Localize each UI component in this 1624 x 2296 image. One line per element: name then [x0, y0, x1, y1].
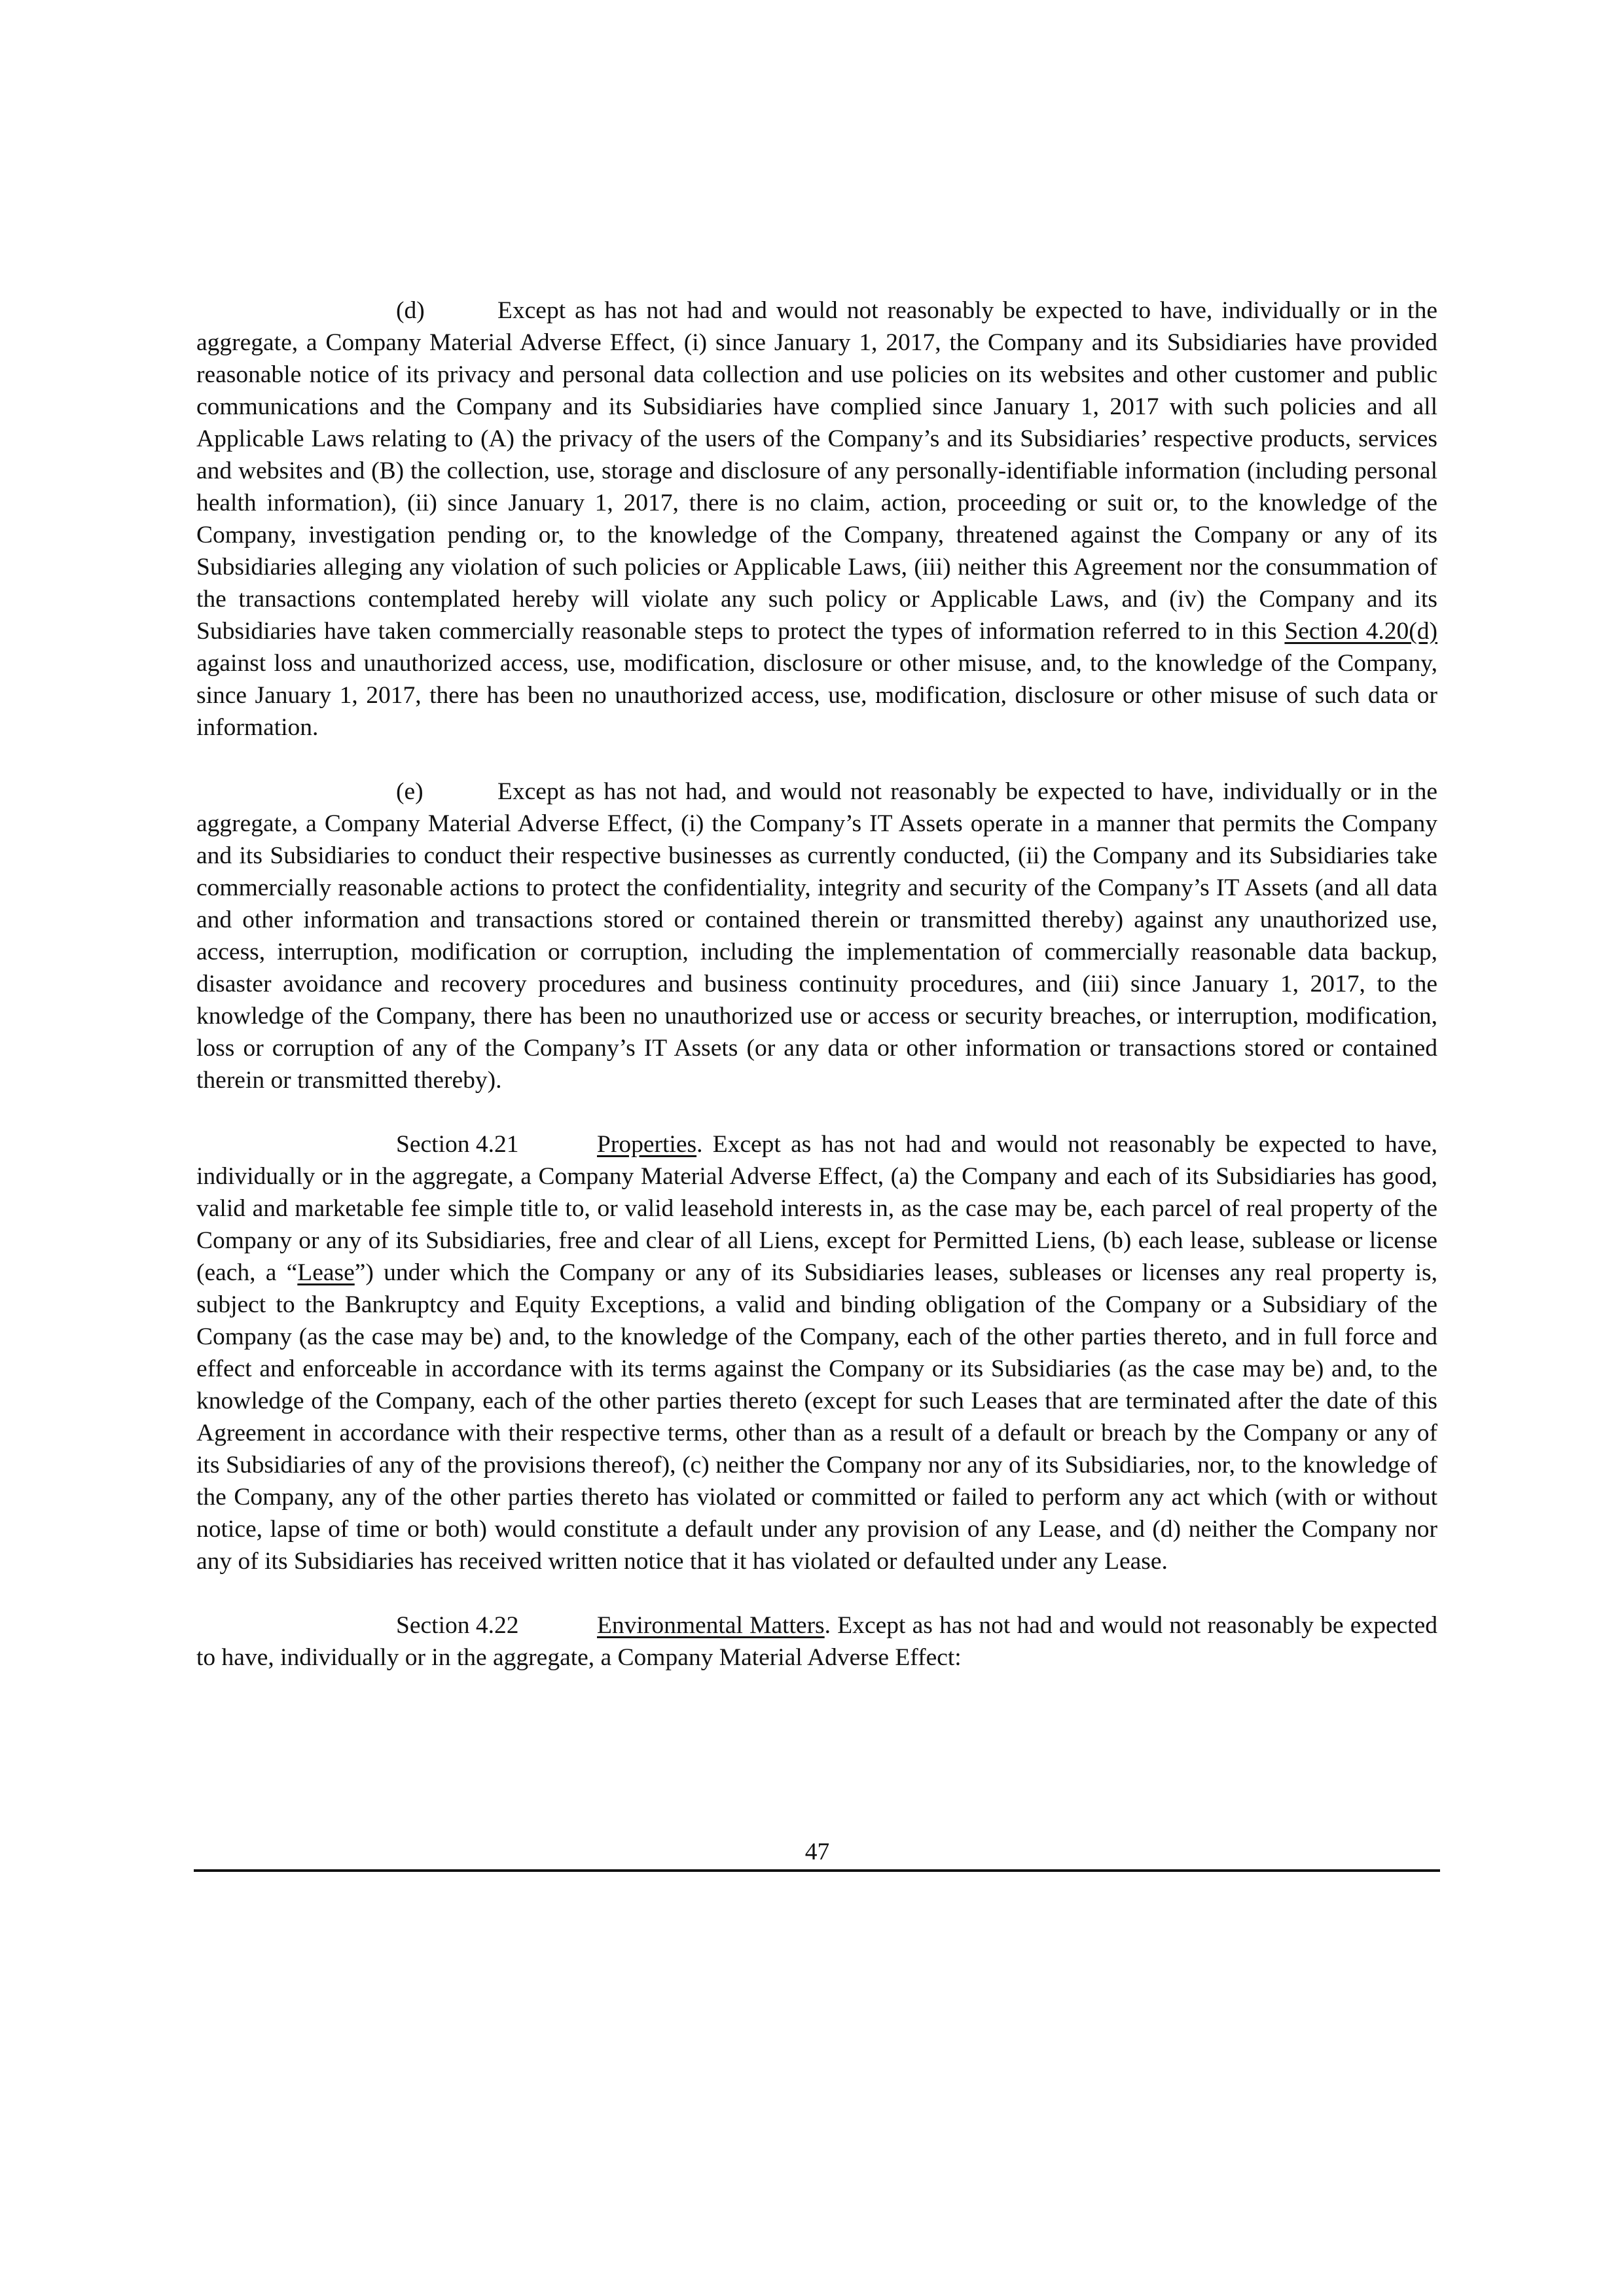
- paragraph-4-20-e: [196, 776, 1437, 1096]
- footer-divider: [194, 1869, 1440, 1872]
- paragraph-text-continued: against loss and unauthorized access, use, modification, disclosure or other misuse, and, to the knowledge of the Company, since January 1, 2017, there has been no unauthorized access, use, modification, disclosure or other misuse of such data or information.: [196, 650, 1437, 741]
- paragraph-4-20-d: [196, 295, 1437, 744]
- paragraph-marker: (e): [396, 778, 424, 805]
- page-number: 47: [804, 1839, 830, 1865]
- section-heading: Environmental Matters: [597, 1612, 825, 1639]
- section-text: . Except as has not had and would not reasonably be expected to have, individually or in the aggregate, a Company Material Adverse Effect, (a) the Company and each of its Subsidiaries has good, valid and marketable fee simple title to, or valid leasehold interests in, as the case may be, each parcel of real property of the Company or any of its Subsidiaries, free and clear of all Liens, except for Permitted Liens, (b) each lease, sublease or license (each, a “: [196, 1131, 1437, 1286]
- paragraph-text: Except as has not had and would not reasonably be expected to have, individually or in the aggregate, a Company Material Adverse Effect, (i) since January 1, 2017, the Company and its Subsidiaries have provided reasonable notice of its privacy and personal data collection and use policies on its websites and other customer and public communications and the Company and its Subsidiaries have complied since January 1, 2017 with such policies and all Applicable Laws relating to (A) the privacy of the users of the Company’s and its Subsidiaries’ respective products, services and websites and (B) the collection, use, storage and disclosure of any personally-identifiable information (including personal health information), (ii) since January 1, 2017, there is no claim, action, proceeding or suit or, to the knowledge of the Company, investigation pending or, to the knowledge of the Company, threatened against the Company or any of its Subsidiaries alleging any violation of such policies or Applicable Laws, (iii) neither this Agreement nor the consummation of the transactions contemplated hereby will violate any such policy or Applicable Laws, and (iv) the Company and its Subsidiaries have taken commercially reasonable steps to protect the types of information referred to in this: [196, 297, 1437, 645]
- section-text-continued: ”) under which the Company or any of its Subsidiaries leases, subleases or licenses any real property is, subject to the Bankruptcy and Equity Exceptions, a valid and binding obligation of the Company or a Subsidiary of the Company (as the case may be) and, to the knowledge of the Company, each of the other parties thereto, and in full force and effect and enforceable in accordance with its terms against the Company or its Subsidiaries (as the case may be) and, to the knowledge of the Company, each of the other parties thereto (except for such Leases that are terminated after the date of this Agreement in accordance with their respective terms, other than as a result of a default or breach by the Company or any of its Subsidiaries of any of the provisions thereof), (c) neither the Company nor any of its Subsidiaries, nor, to the knowledge of the Company, any of the other parties thereto has violated or committed or failed to perform any act which (with or without notice, lapse of time or both) would constitute a default under any provision of any Lease, and (d) neither the Company nor any of its Subsidiaries has received written notice that it has violated or defaulted under any Lease.: [196, 1259, 1437, 1575]
- section-text: . Except as has not had and would not reasonably be expected to have, individually or in the aggregate, a Company Material Adverse Effect:: [196, 1612, 1437, 1671]
- section-reference: Section 4.20(d): [1284, 618, 1437, 645]
- section-number: Section 4.21: [396, 1131, 519, 1158]
- paragraph-marker: (d): [396, 297, 425, 324]
- section-number: Section 4.22: [396, 1612, 519, 1639]
- document-page: [196, 295, 1437, 1706]
- section-4-22-environmental-matters: [196, 1609, 1437, 1674]
- defined-term: Lease: [297, 1259, 355, 1286]
- section-heading: Properties: [597, 1131, 697, 1158]
- section-4-21-properties: [196, 1128, 1437, 1577]
- paragraph-text: Except as has not had, and would not reasonably be expected to have, individually or in the aggregate, a Company Material Adverse Effect, (i) the Company’s IT Assets operate in a manner that permits the Company and its Subsidiaries to conduct their respective businesses as currently conducted, (ii) the Company and its Subsidiaries take commercially reasonable actions to protect the confidentiality, integrity and security of the Company’s IT Assets (and all data and other information and transactions stored or contained therein or transmitted thereby) against any unauthorized use, access, interruption, modification or corruption, including the implementation of commercially reasonable data backup, disaster avoidance and recovery procedures and business continuity procedures, and (iii) since January 1, 2017, to the knowledge of the Company, there has been no unauthorized use or access or security breaches, or interruption, modification, loss or corruption of any of the Company’s IT Assets (or any data or other information or transactions stored or contained therein or transmitted thereby).: [196, 778, 1437, 1094]
